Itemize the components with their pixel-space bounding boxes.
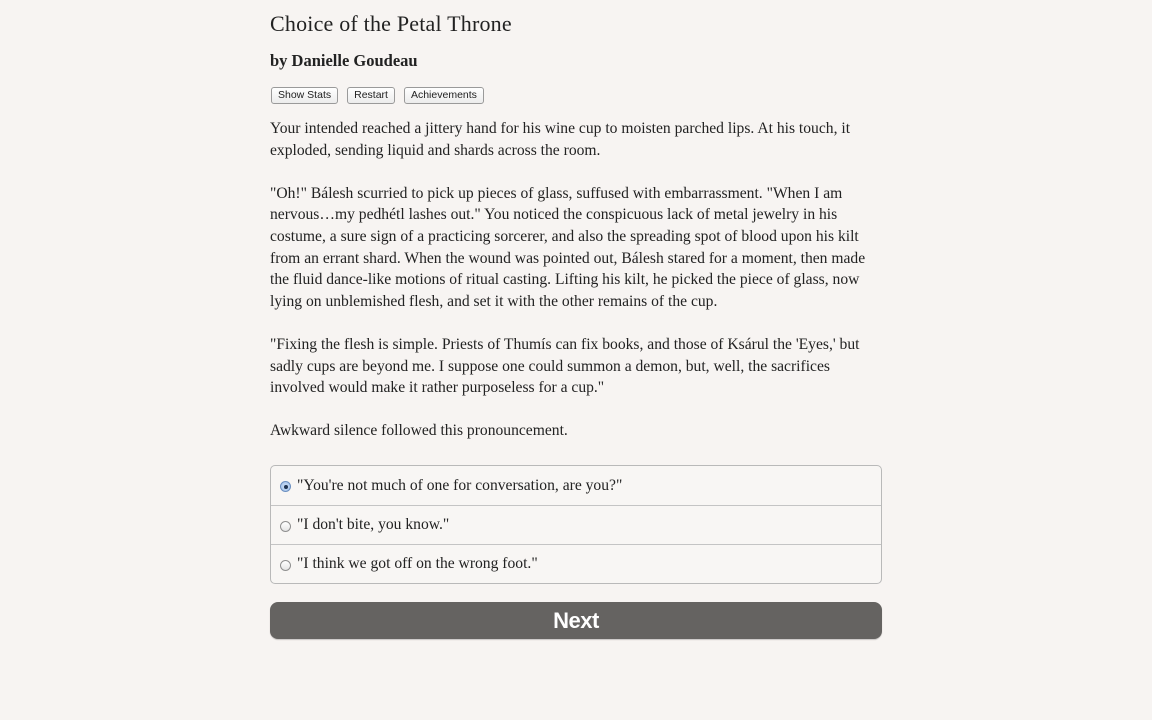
radio-unselected-icon[interactable]	[280, 560, 291, 571]
next-button[interactable]: Next	[270, 602, 882, 639]
achievements-button[interactable]: Achievements	[404, 87, 484, 104]
choice-option-3[interactable]	[271, 544, 881, 583]
story-paragraph: Your intended reached a jittery hand for his wine cup to moisten parched lips. At his touch, it exploded, sending liquid and shards across the room.	[270, 120, 851, 159]
show-stats-button[interactable]: Show Stats	[271, 87, 338, 104]
restart-button[interactable]: Restart	[347, 87, 395, 104]
radio-unselected-icon[interactable]	[280, 521, 291, 532]
toolbar	[271, 87, 484, 104]
choice-label: "You're not much of one for conversation, are you?"	[297, 476, 623, 494]
choice-list	[270, 465, 882, 584]
page-title: Choice of the Petal Throne	[270, 11, 512, 36]
author-byline: by Danielle Goudeau	[270, 51, 418, 70]
choice-label: "I don't bite, you know."	[297, 516, 450, 533]
story-paragraph: "Fixing the flesh is simple. Priests of Thumís can fix books, and those of Ksárul the 'Eyes,' but sadly cups are beyond me. I suppose one could summon a demon, but, well, the sacrifices involved would make it rather purposeless for a cup."	[270, 335, 860, 397]
story-paragraph: "Oh!" Bálesh scurried to pick up pieces of glass, suffused with embarrassment. "When I am nervous…my pedhétl lashes out." You noticed the conspicuous lack of metal jewelry in his costume, a sure sign of a practicing sorcerer, and also the spreading spot of blood upon his kilt from an errant shard. When the wound was pointed out, Bálesh stared for a moment, then made the fluid dance-like motions of ritual casting. Lifting his kilt, he picked the piece of glass, now lying on unblemished flesh, and set it with the other remains of the cup.	[270, 184, 866, 310]
choice-option-1[interactable]	[271, 466, 881, 505]
choice-label: "I think we got off on the wrong foot."	[297, 555, 538, 572]
radio-selected-icon[interactable]	[280, 481, 291, 492]
choice-option-2[interactable]	[271, 505, 881, 544]
story-paragraph: Awkward silence followed this pronouncement.	[270, 422, 568, 440]
story-text	[270, 118, 882, 464]
